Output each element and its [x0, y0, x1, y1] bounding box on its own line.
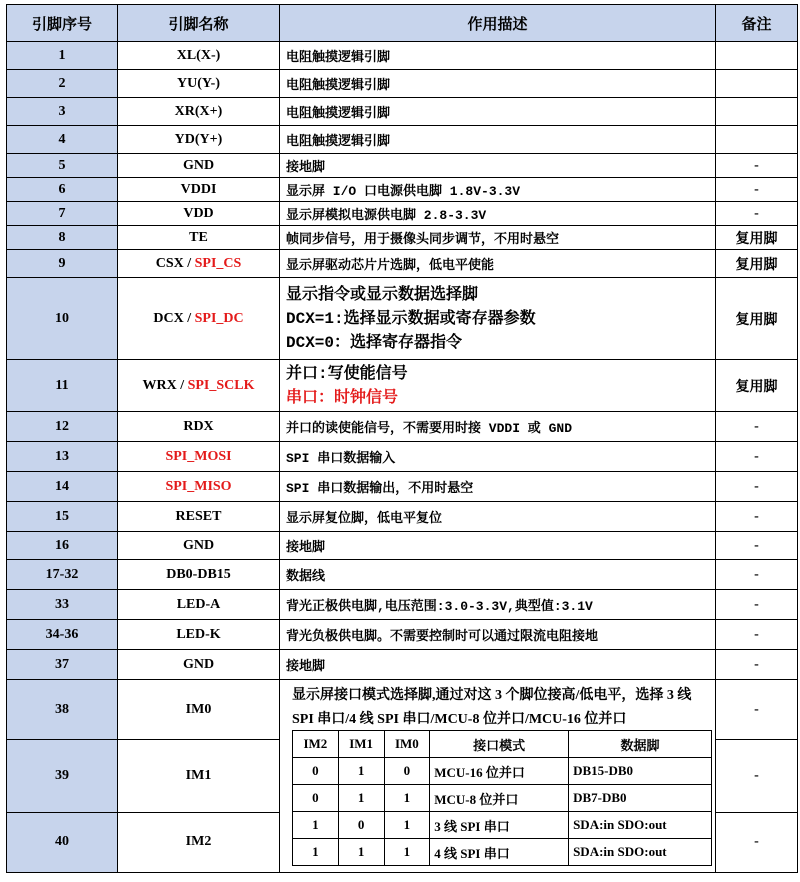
pin-name: RESET: [118, 502, 280, 532]
pin-number: 17-32: [7, 560, 118, 590]
mode-header: IM0: [384, 731, 430, 758]
pin-description: 接地脚: [280, 154, 716, 178]
pin-number: 40: [7, 812, 118, 872]
pin-name: SPI_MOSI: [118, 442, 280, 472]
pin-name-spi: SPI_DC: [194, 310, 244, 326]
mode-cell: 3 线 SPI 串口: [430, 812, 569, 839]
pin-note: -: [716, 532, 798, 560]
mode-cell: MCU-16 位并口: [430, 758, 569, 785]
pin-note: -: [716, 178, 798, 202]
pin-name: YD(Y+): [118, 126, 280, 154]
table-row: [7, 442, 798, 472]
pin-description: 背光负极供电脚。不需要控制时可以通过限流电阻接地: [280, 620, 716, 650]
interface-mode-description: 显示屏接口模式选择脚,通过对这 3 个脚位接高/低电平，选择 3 线 SPI 串口/4 线 SPI 串口/MCU-8 位并口/MCU-16 位并口: [292, 688, 692, 727]
pin-note: -: [716, 472, 798, 502]
table-row: [7, 226, 798, 250]
mode-cell: 1: [384, 812, 430, 839]
table-row: [7, 70, 798, 98]
pin-number: 13: [7, 442, 118, 472]
table-row: [7, 412, 798, 442]
pin-description: [280, 360, 716, 412]
pin-note: 复用脚: [716, 250, 798, 278]
pin-note: -: [716, 154, 798, 178]
table-row: [7, 472, 798, 502]
mode-row: [293, 839, 712, 866]
pin-number: 12: [7, 412, 118, 442]
pin-note: -: [716, 650, 798, 680]
pin-number: 15: [7, 502, 118, 532]
pin-note: 复用脚: [716, 226, 798, 250]
mode-cell: 1: [338, 785, 384, 812]
description-line: 并口:写使能信号: [286, 364, 408, 383]
table-row: [7, 154, 798, 178]
mode-row: [293, 812, 712, 839]
pin-name: RDX: [118, 412, 280, 442]
table-row: [7, 278, 798, 360]
table-row: [7, 202, 798, 226]
mode-header: IM1: [338, 731, 384, 758]
table-row: [7, 178, 798, 202]
pin-name: IM1: [118, 740, 280, 812]
pin-number: 16: [7, 532, 118, 560]
pin-description: 接地脚: [280, 532, 716, 560]
pin-note: -: [716, 502, 798, 532]
header-note: 备注: [716, 5, 798, 42]
pin-note: 复用脚: [716, 360, 798, 412]
description-line: 显示指令或显示数据选择脚: [286, 285, 479, 304]
pin-name-spi: SPI_SCLK: [187, 377, 255, 393]
table-row: [7, 250, 798, 278]
pin-number: 9: [7, 250, 118, 278]
pin-description: 电阻触摸逻辑引脚: [280, 70, 716, 98]
pin-description: SPI 串口数据输入: [280, 442, 716, 472]
pin-note: -: [716, 680, 798, 740]
pin-note: -: [716, 740, 798, 812]
pin-number: 38: [7, 680, 118, 740]
table-row: [7, 98, 798, 126]
mode-cell: SDA:in SDO:out: [569, 812, 712, 839]
pin-note: -: [716, 202, 798, 226]
pin-table: [6, 4, 798, 873]
pin-number: 34-36: [7, 620, 118, 650]
pin-note: -: [716, 620, 798, 650]
pin-name: IM0: [118, 680, 280, 740]
interface-mode-cell: [280, 680, 716, 873]
pin-name: XR(X+): [118, 98, 280, 126]
pin-note: [716, 126, 798, 154]
table-row: [7, 650, 798, 680]
mode-cell: 0: [293, 758, 339, 785]
pin-description: 背光正极供电脚,电压范围:3.0-3.3V,典型值:3.1V: [280, 590, 716, 620]
pin-number: 6: [7, 178, 118, 202]
pin-number: 2: [7, 70, 118, 98]
pin-note: [716, 98, 798, 126]
mode-row: [293, 758, 712, 785]
pin-number: 1: [7, 42, 118, 70]
pin-note: [716, 42, 798, 70]
mode-cell: MCU-8 位并口: [430, 785, 569, 812]
pin-number: 8: [7, 226, 118, 250]
pin-number: 11: [7, 360, 118, 412]
header-row: [7, 5, 798, 42]
mode-cell: DB15-DB0: [569, 758, 712, 785]
mode-cell: 0: [384, 758, 430, 785]
pin-name: GND: [118, 650, 280, 680]
pin-description: 显示屏模拟电源供电脚 2.8-3.3V: [280, 202, 716, 226]
pin-name: LED-K: [118, 620, 280, 650]
pin-number: 33: [7, 590, 118, 620]
interface-mode-table: [292, 730, 712, 866]
pin-description: 显示屏驱动芯片片选脚，低电平使能: [280, 250, 716, 278]
table-row: [7, 360, 798, 412]
pin-name: SPI_MISO: [118, 472, 280, 502]
mode-header: 接口模式: [430, 731, 569, 758]
table-row: [7, 532, 798, 560]
mode-cell: 1: [293, 839, 339, 866]
mode-cell: 0: [293, 785, 339, 812]
pin-name: LED-A: [118, 590, 280, 620]
mode-header-row: [293, 731, 712, 758]
mode-cell: 1: [384, 785, 430, 812]
pin-name: XL(X-): [118, 42, 280, 70]
pin-name: DB0-DB15: [118, 560, 280, 590]
mode-cell: 0: [338, 812, 384, 839]
mode-cell: 1: [338, 839, 384, 866]
pin-name: VDD: [118, 202, 280, 226]
pin-note: -: [716, 590, 798, 620]
pin-number: 10: [7, 278, 118, 360]
pin-note: -: [716, 442, 798, 472]
pin-description: 帧同步信号，用于摄像头同步调节，不用时悬空: [280, 226, 716, 250]
description-line-serial: 串口：时钟信号: [286, 388, 399, 407]
pin-name: [118, 250, 280, 278]
table-row: [7, 502, 798, 532]
pin-number: 3: [7, 98, 118, 126]
pin-name: IM2: [118, 812, 280, 872]
pin-description: 并口的读使能信号，不需要用时接 VDDI 或 GND: [280, 412, 716, 442]
mode-cell: DB7-DB0: [569, 785, 712, 812]
mode-row: [293, 785, 712, 812]
pin-number: 7: [7, 202, 118, 226]
description-line: DCX=0：选择寄存器指令: [286, 333, 463, 352]
mode-cell: 1: [293, 812, 339, 839]
table-row: [7, 42, 798, 70]
pin-description: 电阻触摸逻辑引脚: [280, 126, 716, 154]
pin-description: 电阻触摸逻辑引脚: [280, 98, 716, 126]
pin-description: 接地脚: [280, 650, 716, 680]
pin-name: GND: [118, 532, 280, 560]
pin-description: 显示屏 I/O 口电源供电脚 1.8V-3.3V: [280, 178, 716, 202]
pin-name-main: CSX /: [155, 255, 195, 271]
table-row: [7, 620, 798, 650]
pin-name: TE: [118, 226, 280, 250]
pin-description: 数据线: [280, 560, 716, 590]
pin-name: [118, 278, 280, 360]
pin-name-main: WRX /: [142, 377, 188, 393]
pin-name: YU(Y-): [118, 70, 280, 98]
pin-note: -: [716, 812, 798, 872]
pin-number: 39: [7, 740, 118, 812]
pin-name: VDDI: [118, 178, 280, 202]
description-line: DCX=1:选择显示数据或寄存器参数: [286, 309, 536, 328]
pin-name: [118, 360, 280, 412]
pin-note: -: [716, 560, 798, 590]
mode-cell: 4 线 SPI 串口: [430, 839, 569, 866]
mode-cell: 1: [384, 839, 430, 866]
table-row: [7, 560, 798, 590]
header-pin-name: 引脚名称: [118, 5, 280, 42]
pin-note: 复用脚: [716, 278, 798, 360]
pin-name: GND: [118, 154, 280, 178]
mode-cell: 1: [338, 758, 384, 785]
mode-header: 数据脚: [569, 731, 712, 758]
pin-description: 电阻触摸逻辑引脚: [280, 42, 716, 70]
pin-note: -: [716, 412, 798, 442]
table-row: [7, 590, 798, 620]
pin-number: 37: [7, 650, 118, 680]
header-pin-number: 引脚序号: [7, 5, 118, 42]
pin-number: 5: [7, 154, 118, 178]
header-description: 作用描述: [280, 5, 716, 42]
pin-number: 14: [7, 472, 118, 502]
pin-name-main: DCX /: [153, 310, 195, 326]
pin-name-spi: SPI_CS: [194, 255, 242, 271]
pin-description: 显示屏复位脚，低电平复位: [280, 502, 716, 532]
table-row: [7, 680, 798, 740]
table-row: [7, 126, 798, 154]
mode-header: IM2: [293, 731, 339, 758]
pin-number: 4: [7, 126, 118, 154]
mode-cell: SDA:in SDO:out: [569, 839, 712, 866]
pin-description: [280, 278, 716, 360]
pin-description: SPI 串口数据输出，不用时悬空: [280, 472, 716, 502]
pin-note: [716, 70, 798, 98]
